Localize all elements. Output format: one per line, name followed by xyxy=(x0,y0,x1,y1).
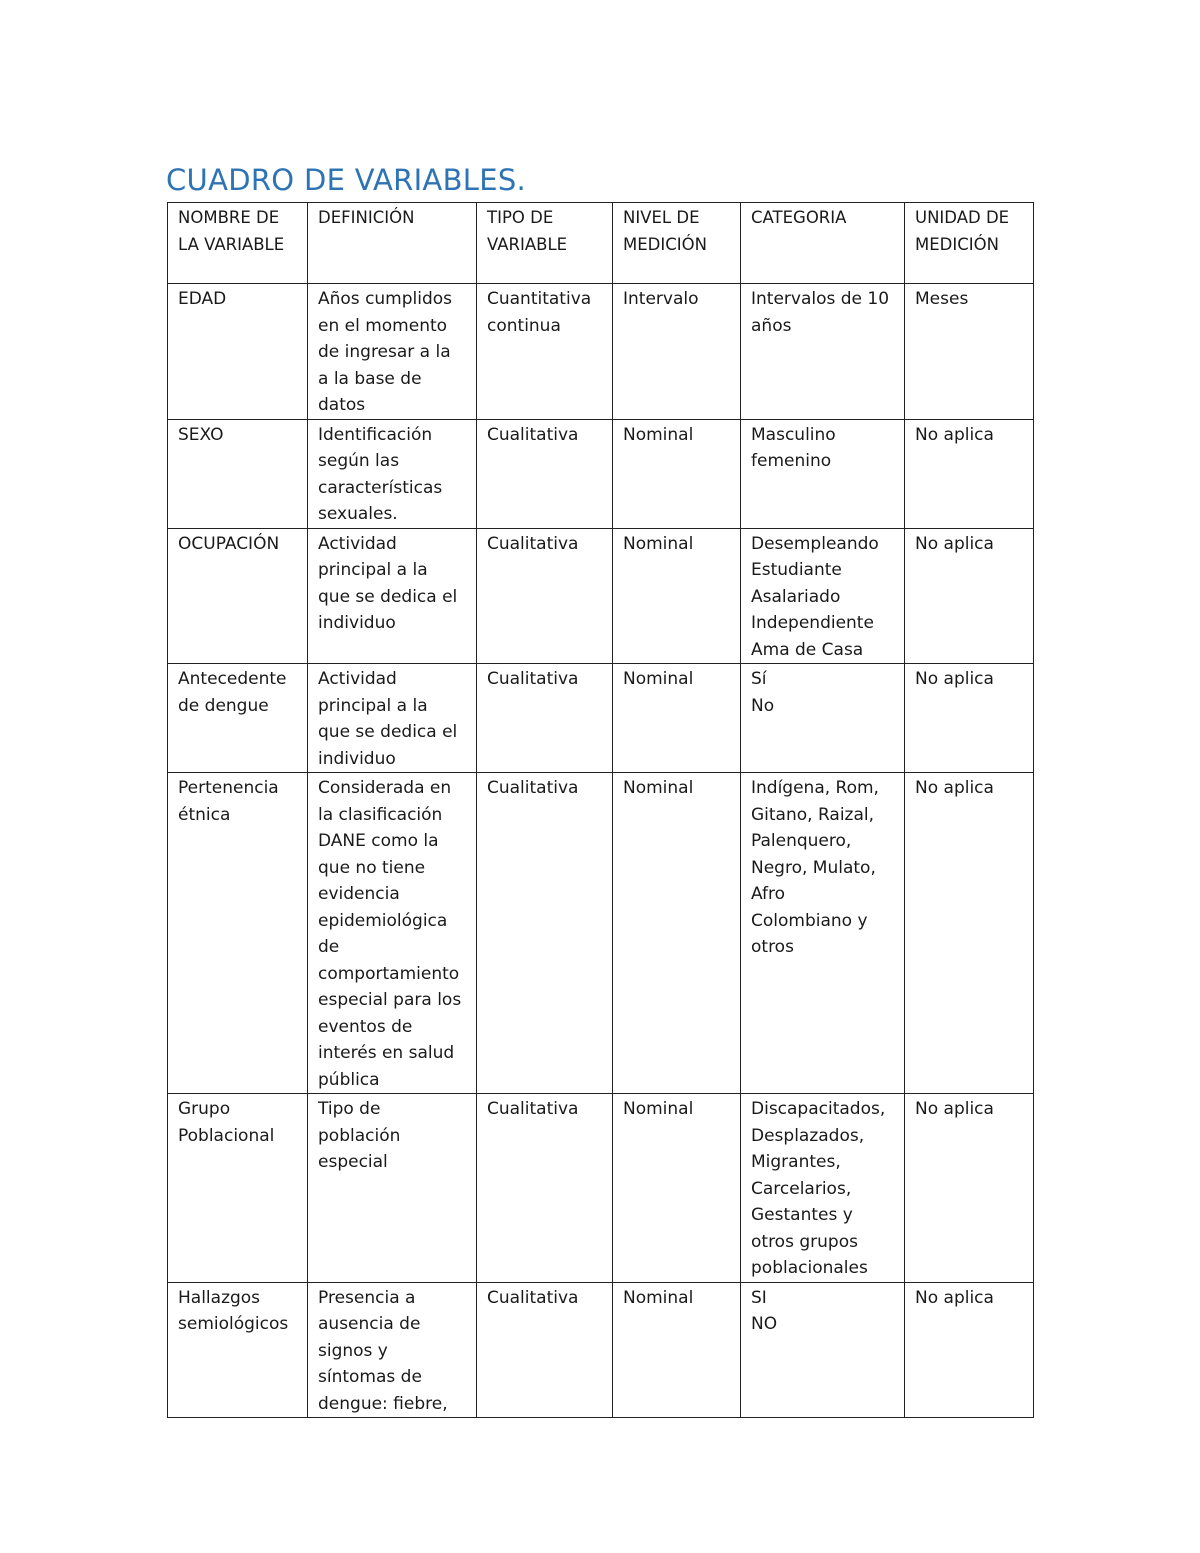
cell-tipo-variable xyxy=(477,528,613,664)
cell-text-line: Pertenencia xyxy=(178,778,279,798)
cell-nivel-medicion xyxy=(613,664,741,773)
cell-text-line: Nominal xyxy=(623,1099,694,1119)
cell-text-line: de dengue xyxy=(178,695,269,716)
header-unidad-medicion: UNIDAD DE MEDICIÓN xyxy=(905,203,1034,284)
header-nombre-variable: NOMBRE DE LA VARIABLE xyxy=(168,203,308,284)
cell-text-line: Desplazados, xyxy=(751,1125,865,1146)
cell-text-line: Cuantitativa xyxy=(487,289,592,309)
cell-categoria xyxy=(741,1282,905,1418)
cell-unidad-medicion xyxy=(905,664,1034,773)
header-tipo-variable: TIPO DE VARIABLE xyxy=(477,203,613,284)
cell-text-line: Cualitativa xyxy=(487,424,579,445)
cell-text-line: Indígena, Rom, xyxy=(751,778,879,798)
cell-text-line: Intervalo xyxy=(623,289,699,309)
cell-nivel-medicion xyxy=(613,1282,741,1418)
cell-unidad-medicion xyxy=(905,1282,1034,1418)
table-row xyxy=(168,664,1034,773)
cell-definicion xyxy=(308,419,477,528)
cell-text-line: No aplica xyxy=(915,533,994,554)
cell-text-line: SI xyxy=(751,1287,767,1308)
cell-tipo-variable xyxy=(477,284,613,420)
cell-nivel-medicion xyxy=(613,419,741,528)
cell-nivel-medicion xyxy=(613,284,741,420)
cell-text-line: evidencia xyxy=(318,884,400,904)
cell-text-line: características xyxy=(318,477,443,498)
cell-text-line: Considerada en xyxy=(318,778,452,798)
cell-unidad-medicion xyxy=(905,528,1034,664)
cell-text-line: Tipo de xyxy=(318,1099,381,1119)
table-row xyxy=(168,419,1034,528)
cell-text-line: Estudiante xyxy=(751,560,842,580)
cell-text-line: Palenquero, xyxy=(751,831,852,851)
cell-text-line: Nominal xyxy=(623,424,694,445)
cell-text-line: Afro xyxy=(751,884,786,904)
table-row xyxy=(168,1094,1034,1283)
cell-text-line: OCUPACIÓN xyxy=(178,533,280,554)
cell-text-line: de ingresar a la xyxy=(318,342,451,362)
cell-unidad-medicion xyxy=(905,419,1034,528)
cell-nombre-variable xyxy=(168,664,308,773)
cell-text-line: Intervalos de 10 xyxy=(751,289,890,309)
cell-text-line: Negro, Mulato, xyxy=(751,857,876,878)
cell-text-line: Actividad xyxy=(318,669,397,689)
cell-text-line: Desempleando xyxy=(751,533,879,554)
variables-table xyxy=(167,202,1034,1418)
table-row xyxy=(168,284,1034,420)
cell-text-line: principal a la xyxy=(318,695,428,716)
cell-text-line: Nominal xyxy=(623,533,694,554)
cell-text-line: No aplica xyxy=(915,1287,994,1308)
cell-text-line: Cualitativa xyxy=(487,778,579,798)
cell-text-line: principal a la xyxy=(318,560,428,580)
cell-tipo-variable xyxy=(477,1094,613,1283)
cell-text-line: eventos de xyxy=(318,1016,413,1037)
cell-text-line: Migrantes, xyxy=(751,1152,841,1172)
cell-text-line: individuo xyxy=(318,613,396,633)
cell-text-line: Nominal xyxy=(623,778,694,798)
cell-text-line: datos xyxy=(318,395,366,415)
cell-unidad-medicion xyxy=(905,1094,1034,1283)
cell-text-line: SEXO xyxy=(178,424,224,445)
cell-text-line: otros xyxy=(751,937,794,957)
cell-text-line: que se dedica el xyxy=(318,722,458,742)
cell-text-line: Carcelarios, xyxy=(751,1178,852,1199)
cell-text-line: Gestantes y xyxy=(751,1205,853,1225)
cell-categoria xyxy=(741,419,905,528)
cell-text-line: Sí xyxy=(751,669,767,689)
cell-tipo-variable xyxy=(477,773,613,1094)
cell-text-line: Antecedente xyxy=(178,669,287,689)
cell-nombre-variable xyxy=(168,773,308,1094)
table-row xyxy=(168,773,1034,1094)
cell-text-line: No aplica xyxy=(915,669,994,689)
table-row xyxy=(168,528,1034,664)
page-title: CUADRO DE VARIABLES. xyxy=(166,163,527,197)
cell-text-line: Meses xyxy=(915,289,969,309)
cell-text-line: sexuales. xyxy=(318,504,398,524)
cell-text-line: Independiente xyxy=(751,613,874,633)
cell-definicion xyxy=(308,1094,477,1283)
header-nivel-medicion: NIVEL DE MEDICIÓN xyxy=(613,203,741,284)
cell-nombre-variable xyxy=(168,1282,308,1418)
cell-text-line: Cualitativa xyxy=(487,533,579,554)
cell-text-line: Masculino xyxy=(751,424,836,445)
cell-definicion xyxy=(308,528,477,664)
cell-nivel-medicion xyxy=(613,773,741,1094)
cell-categoria xyxy=(741,284,905,420)
cell-text-line: dengue: fiebre, xyxy=(318,1393,448,1414)
cell-categoria xyxy=(741,664,905,773)
cell-text-line: Poblacional xyxy=(178,1125,275,1146)
cell-text-line: años xyxy=(751,315,792,336)
table-row xyxy=(168,1282,1034,1418)
cell-text-line: Gitano, Raizal, xyxy=(751,804,875,825)
cell-nombre-variable xyxy=(168,528,308,664)
cell-text-line: otros grupos xyxy=(751,1231,858,1252)
cell-text-line: en el momento xyxy=(318,315,448,336)
cell-text-line: Discapacitados, xyxy=(751,1099,886,1119)
cell-text-line: signos y xyxy=(318,1340,388,1361)
cell-text-line: No aplica xyxy=(915,424,994,445)
cell-text-line: Asalariado xyxy=(751,586,841,607)
cell-definicion xyxy=(308,1282,477,1418)
cell-definicion xyxy=(308,664,477,773)
cell-unidad-medicion xyxy=(905,773,1034,1094)
cell-text-line: especial xyxy=(318,1152,388,1172)
cell-text-line: interés en salud xyxy=(318,1043,455,1063)
cell-text-line: semiológicos xyxy=(178,1314,289,1334)
cell-nivel-medicion xyxy=(613,1094,741,1283)
cell-text-line: a la base de xyxy=(318,368,422,389)
cell-text-line: la clasificación xyxy=(318,804,443,825)
cell-text-line: Años cumplidos xyxy=(318,289,453,309)
cell-categoria xyxy=(741,528,905,664)
cell-text-line: que se dedica el xyxy=(318,586,458,607)
cell-nombre-variable xyxy=(168,284,308,420)
cell-text-line: Nominal xyxy=(623,1287,694,1308)
cell-categoria xyxy=(741,1094,905,1283)
cell-unidad-medicion xyxy=(905,284,1034,420)
cell-text-line: femenino xyxy=(751,451,832,471)
cell-text-line: Cualitativa xyxy=(487,1099,579,1119)
cell-text-line: DANE como la xyxy=(318,831,439,851)
cell-definicion xyxy=(308,773,477,1094)
cell-text-line: Cualitativa xyxy=(487,669,579,689)
cell-text-line: NO xyxy=(751,1314,778,1334)
cell-text-line: según las xyxy=(318,451,400,471)
cell-text-line: ausencia de xyxy=(318,1314,421,1334)
cell-text-line: Ama de Casa xyxy=(751,639,864,660)
cell-text-line: étnica xyxy=(178,804,231,825)
cell-text-line: No xyxy=(751,695,775,716)
cell-tipo-variable xyxy=(477,419,613,528)
cell-text-line: No aplica xyxy=(915,778,994,798)
cell-categoria xyxy=(741,773,905,1094)
cell-nivel-medicion xyxy=(613,528,741,664)
cell-tipo-variable xyxy=(477,664,613,773)
cell-text-line: poblacionales xyxy=(751,1258,868,1278)
header-categoria: CATEGORIA xyxy=(741,203,905,284)
cell-text-line: población xyxy=(318,1125,401,1146)
table-header-row xyxy=(168,203,1034,284)
cell-text-line: EDAD xyxy=(178,289,227,309)
cell-text-line: Identificación xyxy=(318,424,433,445)
cell-text-line: Actividad xyxy=(318,533,397,554)
cell-text-line: Colombiano y xyxy=(751,910,868,931)
cell-nombre-variable xyxy=(168,1094,308,1283)
cell-text-line: Cualitativa xyxy=(487,1287,579,1308)
cell-definicion xyxy=(308,284,477,420)
cell-text-line: individuo xyxy=(318,748,396,769)
cell-text-line: continua xyxy=(487,315,561,336)
cell-text-line: Nominal xyxy=(623,669,694,689)
cell-text-line: No aplica xyxy=(915,1099,994,1119)
cell-text-line: epidemiológica xyxy=(318,910,448,931)
cell-text-line: de xyxy=(318,937,340,957)
cell-text-line: Grupo xyxy=(178,1099,231,1119)
header-definicion: DEFINICIÓN xyxy=(308,203,477,284)
cell-nombre-variable xyxy=(168,419,308,528)
cell-text-line: síntomas de xyxy=(318,1367,422,1387)
cell-text-line: Hallazgos xyxy=(178,1287,261,1308)
cell-text-line: que no tiene xyxy=(318,857,426,878)
cell-tipo-variable xyxy=(477,1282,613,1418)
cell-text-line: pública xyxy=(318,1069,380,1090)
cell-text-line: comportamiento xyxy=(318,963,460,984)
cell-text-line: Presencia a xyxy=(318,1287,416,1308)
cell-text-line: especial para los xyxy=(318,990,462,1010)
